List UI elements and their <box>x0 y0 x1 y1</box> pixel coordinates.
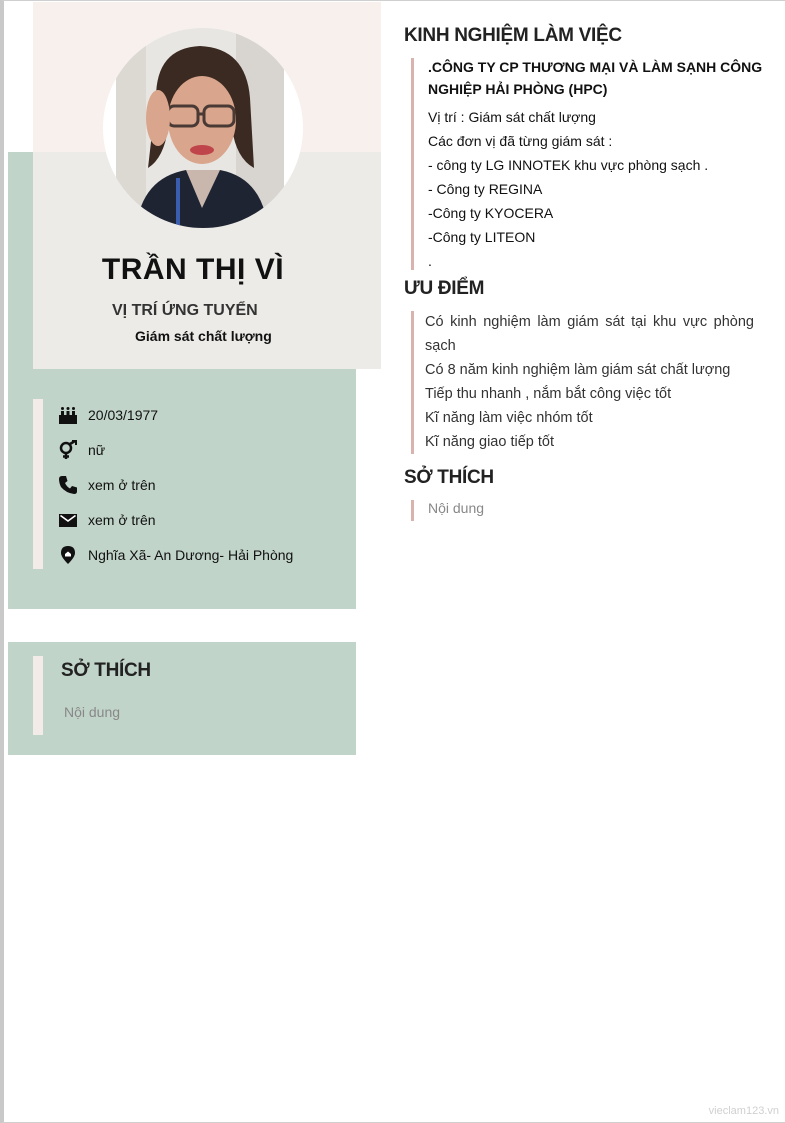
left-panel-hobbies <box>8 642 356 755</box>
experience-line: Các đơn vị đã từng giám sát : <box>428 133 613 149</box>
experience-line: -Công ty KYOCERA <box>428 205 554 221</box>
phone-icon <box>58 475 78 495</box>
advantage-line: Có 8 năm kinh nghiệm làm giám sát chất lượng <box>425 362 731 378</box>
experience-line: -Công ty LITEON <box>428 229 536 245</box>
position-value: Giám sát chất lượng <box>135 328 272 344</box>
advantage-line: Có kinh nghiệm làm giám sát tại khu vực phòng sạch <box>425 314 754 354</box>
gender-value: nữ <box>88 442 106 458</box>
advantage-line: Tiếp thu nhanh , nắm bắt công việc tốt <box>425 386 672 402</box>
experience-title: KINH NGHIỆM LÀM VIỆC <box>404 25 622 46</box>
address-value: Nghĩa Xã- An Dương- Hải Phòng <box>88 547 294 563</box>
experience-line: - công ty LG INNOTEK khu vực phòng sạch . <box>428 157 709 173</box>
hobbies-title-right: SỞ THÍCH <box>404 467 494 488</box>
experience-line: . <box>428 253 432 269</box>
candidate-name: TRẦN THỊ VÌ <box>101 253 285 286</box>
info-birthday <box>58 403 158 427</box>
gender-icon <box>58 440 78 460</box>
hobbies-content-right: Nội dung <box>428 500 485 516</box>
advantages-title: ƯU ĐIỂM <box>404 278 485 299</box>
avatar <box>103 28 303 228</box>
info-email <box>58 508 156 532</box>
birthday-value: 20/03/1977 <box>88 407 159 423</box>
watermark: vieclam123.vn <box>708 1105 779 1117</box>
hobbies-title-left: SỞ THÍCH <box>61 660 151 681</box>
advantage-line: Kĩ năng giao tiếp tốt <box>425 434 554 450</box>
hobbies-content-left: Nội dung <box>64 704 121 720</box>
info-gender <box>58 438 105 462</box>
location-pin-icon <box>58 545 78 565</box>
position-label: VỊ TRÍ ỨNG TUYỂN <box>112 302 258 319</box>
portrait-photo <box>116 28 284 228</box>
hobbies-accent-bar-right <box>411 500 414 521</box>
experience-company: .CÔNG TY CP THƯƠNG MẠI VÀ LÀM SẠNH CÔNG NGHIỆP HẢI PHÒNG (HPC) <box>428 59 763 97</box>
hobbies-accent-bar-left <box>33 656 43 735</box>
experience-line: Vị trí : Giám sát chất lượng <box>428 109 596 125</box>
phone-value: xem ở trên <box>88 477 156 493</box>
info-phone <box>58 473 156 497</box>
birthday-cake-icon <box>58 405 78 425</box>
experience-accent-bar <box>411 58 414 270</box>
info-address <box>58 543 293 567</box>
advantages-accent-bar <box>411 311 414 454</box>
email-icon <box>58 510 78 530</box>
info-accent-bar <box>33 399 43 569</box>
advantage-line: Kĩ năng làm việc nhóm tốt <box>425 410 593 426</box>
email-value: xem ở trên <box>88 512 156 528</box>
experience-line: - Công ty REGINA <box>428 181 543 197</box>
